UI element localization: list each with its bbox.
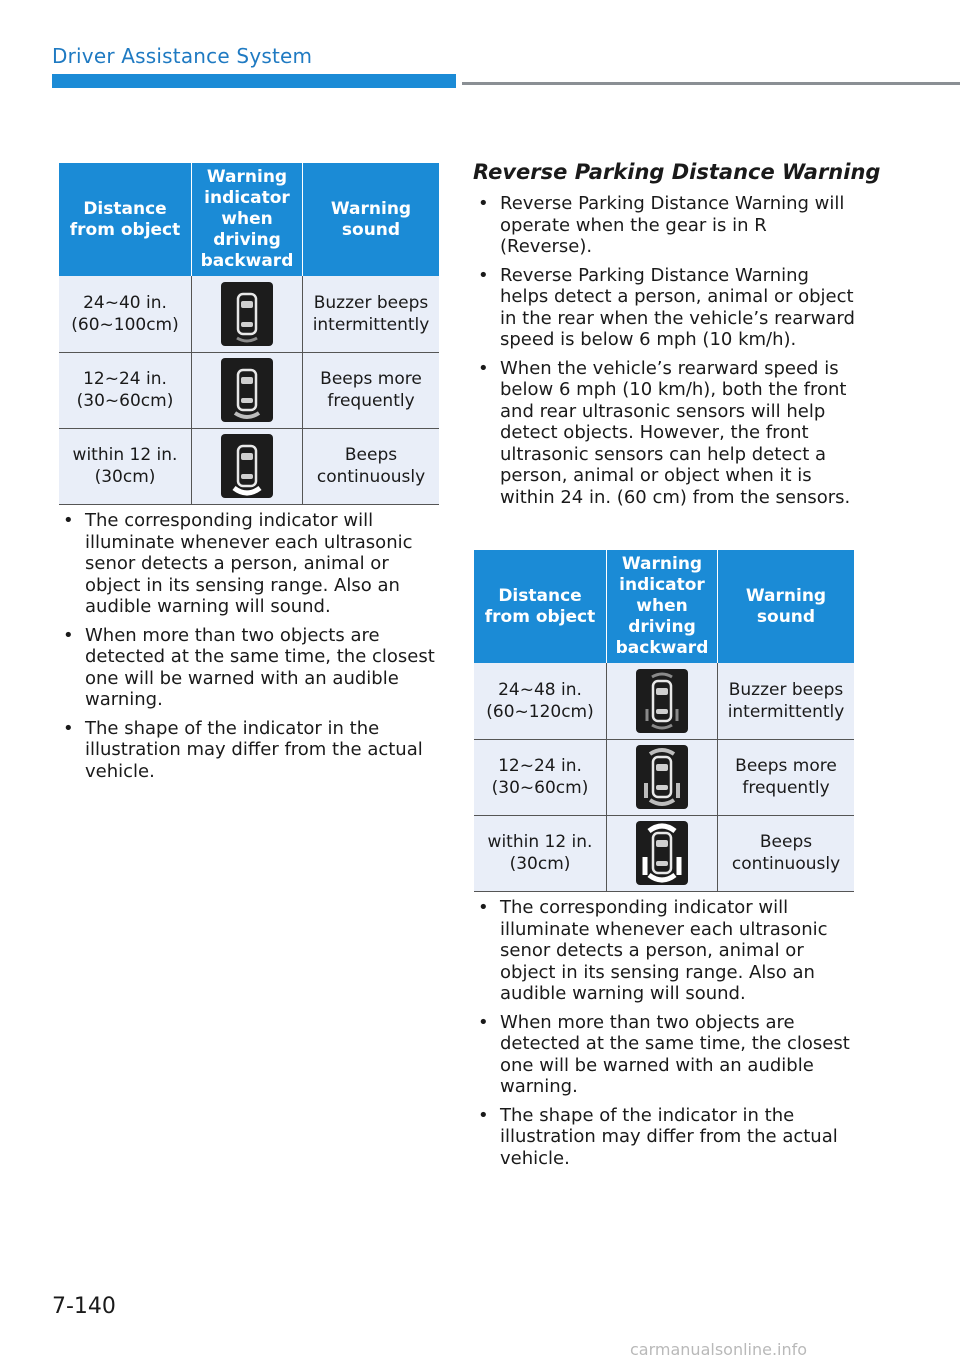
sound-cell: Beeps more frequently <box>718 739 855 815</box>
indicator-cell <box>607 815 718 891</box>
indicator-cell <box>607 739 718 815</box>
header-distance: Distance from object <box>59 163 192 276</box>
header-sound: Warning sound <box>303 163 440 276</box>
bullet-text: When the vehicle’s rearward speed is below 6 mph (10 km/h), both the front and rear ultrasonic sensors will help detect objects. However, the front ultrasonic sensors can help detect a person, animal or object when it is within 24 in. (60 cm) from the sensors. <box>500 357 851 508</box>
header-distance: Distance from object <box>474 550 607 663</box>
list-item <box>470 265 855 351</box>
parking-sensor-rear-far-icon <box>221 282 273 346</box>
left-bullet-list <box>55 510 440 789</box>
parking-sensor-rear-mid-icon <box>221 358 273 422</box>
bullet-icon: • <box>478 264 489 286</box>
distance-cell: 24~48 in. (60~120cm) <box>474 663 607 739</box>
indicator-cell <box>607 663 718 739</box>
sound-cell: Beeps continuously <box>718 815 855 891</box>
right-bullet-list <box>470 897 855 1176</box>
distance-cell: within 12 in. (30cm) <box>474 815 607 891</box>
header-sound: Warning sound <box>718 550 855 663</box>
bullet-text: Reverse Parking Distance Warning helps detect a person, animal or object in the rear when the vehicle’s rearward speed is below 6 mph (10 km/h). <box>500 264 855 350</box>
indicator-cell <box>192 428 303 504</box>
table-row <box>59 276 439 352</box>
sound-cell: Beeps more frequently <box>303 352 440 428</box>
list-item <box>470 193 855 258</box>
bullet-text: When more than two objects are detected at the same time, the closest one will be warned with an audible warning. <box>500 1011 850 1097</box>
table-row <box>59 428 439 504</box>
distance-cell: within 12 in. (30cm) <box>59 428 192 504</box>
bullet-text: The shape of the indicator in the illustration may differ from the actual vehicle. <box>500 1104 838 1169</box>
table-row <box>474 739 854 815</box>
bullet-icon: • <box>63 717 74 739</box>
sound-cell: Buzzer beeps intermittently <box>303 276 440 352</box>
header-rule <box>462 82 960 85</box>
page-header-title: Driver Assistance System <box>52 44 313 68</box>
bullet-icon: • <box>478 1104 489 1126</box>
table-header-row <box>474 550 854 663</box>
list-item <box>470 358 855 509</box>
list-item <box>470 1105 855 1170</box>
bullet-text: The corresponding indicator will illuminate whenever each ultrasonic senor detects a person, animal or object in its sensing range. Also an audible warning will sound. <box>500 897 828 1004</box>
indicator-cell <box>192 352 303 428</box>
bullet-text: Reverse Parking Distance Warning will operate when the gear is in R (Reverse). <box>500 193 845 257</box>
page-number: 7-140 <box>52 1294 116 1319</box>
parking-sensor-rear-near-icon <box>221 434 273 498</box>
bullet-icon: • <box>63 510 74 531</box>
table-row <box>474 815 854 891</box>
section-title: Reverse Parking Distance Warning <box>473 160 881 184</box>
header-indicator: Warning indicator when driving backward <box>192 163 303 276</box>
section-bullet-list <box>470 193 855 515</box>
bullet-text: The shape of the indicator in the illustration may differ from the actual vehicle. <box>85 717 423 782</box>
header-accent-bar <box>52 74 456 88</box>
parking-sensor-all-mid-icon <box>636 745 688 809</box>
watermark: carmanualsonline.info <box>630 1340 808 1359</box>
list-item <box>55 510 440 618</box>
sound-cell: Buzzer beeps intermittently <box>718 663 855 739</box>
table-row <box>474 663 854 739</box>
right-warning-table <box>474 550 854 892</box>
bullet-icon: • <box>478 1011 489 1033</box>
distance-cell: 24~40 in. (60~100cm) <box>59 276 192 352</box>
distance-cell: 12~24 in. (30~60cm) <box>474 739 607 815</box>
parking-sensor-all-far-icon <box>636 669 688 733</box>
list-item <box>55 625 440 711</box>
table-row <box>59 352 439 428</box>
header-indicator: Warning indicator when driving backward <box>607 550 718 663</box>
list-item <box>470 1012 855 1098</box>
list-item <box>55 718 440 783</box>
indicator-cell <box>192 276 303 352</box>
left-warning-table <box>59 163 439 505</box>
table-header-row <box>59 163 439 276</box>
sound-cell: Beeps continuously <box>303 428 440 504</box>
parking-sensor-all-near-icon <box>636 821 688 885</box>
list-item <box>470 897 855 1005</box>
distance-cell: 12~24 in. (30~60cm) <box>59 352 192 428</box>
bullet-icon: • <box>478 897 489 918</box>
bullet-icon: • <box>478 357 489 379</box>
bullet-icon: • <box>478 193 489 214</box>
bullet-text: When more than two objects are detected at the same time, the closest one will be warned with an audible warning. <box>85 624 435 710</box>
bullet-text: The corresponding indicator will illuminate whenever each ultrasonic senor detects a person, animal or object in its sensing range. Also an audible warning will sound. <box>85 510 413 617</box>
bullet-icon: • <box>63 624 74 646</box>
